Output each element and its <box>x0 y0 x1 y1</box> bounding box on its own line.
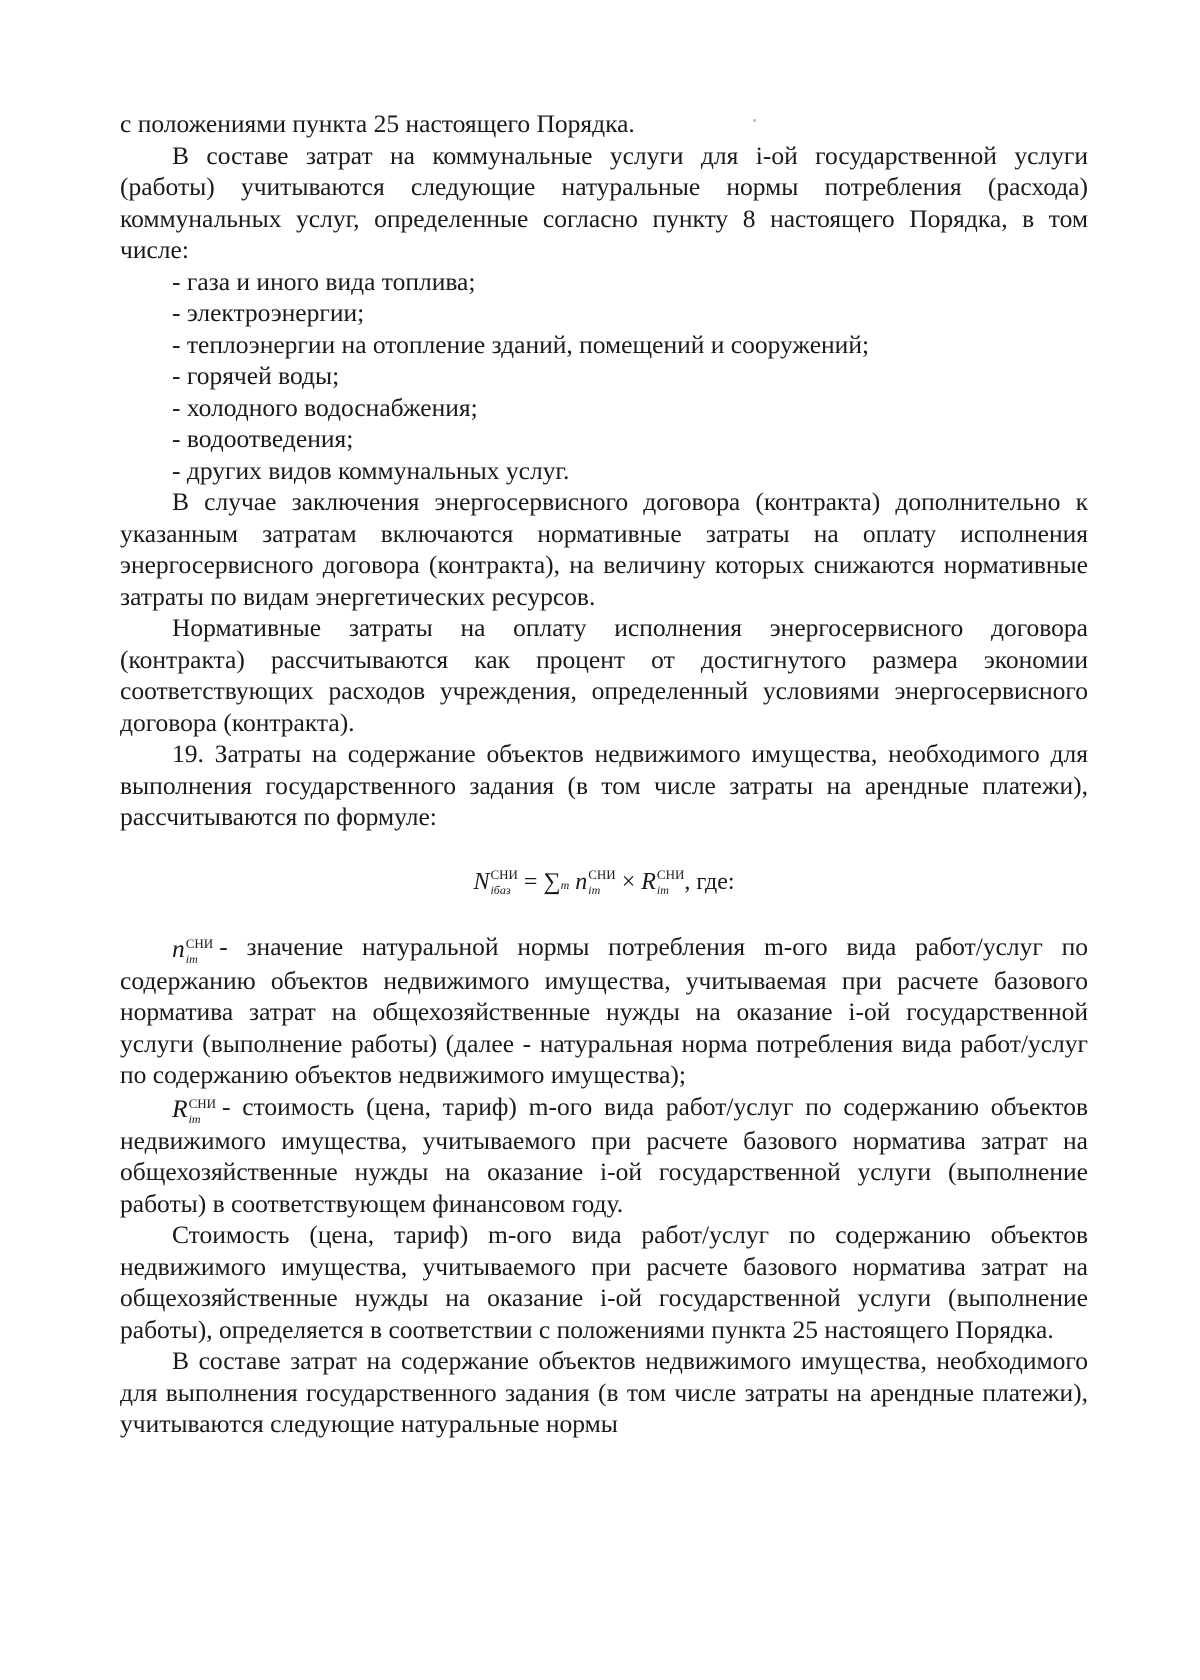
formula-r-symbol: R <box>641 868 656 895</box>
paragraph-utilities-composition: В составе затрат на коммунальные услуги для i-ой государственной услуги (работы) учитываются следующие натуральные нормы потребления (расхода) коммунальных услуг, определенные согласно пункту 8 настоящего Порядка, в том числе: <box>120 140 1088 264</box>
formula-n-sub: im <box>588 883 601 898</box>
list-item: - теплоэнергии на отопление зданий, помещений и сооружений; <box>172 329 870 359</box>
paragraph-energy-service-contract: В случае заключения энергосервисного договора (контракта) дополнительно к указанным затратам включаются нормативные затраты на оплату исполнения энергосервисного договора (контракта), на величину которых снижаются нормативные затраты по видам энергетических ресурсов. <box>120 487 1088 611</box>
formula-times: × <box>621 868 636 895</box>
definition-n-text: - значение натуральной нормы потребления m-ого вида работ/услуг по содержанию объектов недвижимого имущества, учитываемая при расчете базового норматива затрат на общехозяйственные нужды на оказание i-ой государственной услуги (выполнение работы) (далее - натуральная норма потребления вида работ/услуг по содержанию объектов недвижимого имущества); <box>120 932 1088 1090</box>
formula-lhs-symbol: N <box>473 868 490 895</box>
utilities-list <box>120 266 1088 487</box>
formula-real-estate-costs <box>120 867 1088 902</box>
formula-equals: = <box>523 868 538 895</box>
list-item: - водоотведения; <box>172 424 354 453</box>
list-item: - других видов коммунальных услуг. <box>172 455 570 485</box>
list-item: - горячей воды; <box>172 361 340 390</box>
list-item: - электроэнергии; <box>172 298 365 327</box>
scan-speck <box>753 119 756 122</box>
paragraph-continuation: с положениями пункта 25 настоящего Порядка. <box>120 109 635 138</box>
formula-lhs-sub: iбаз <box>490 883 511 898</box>
definition-r-term: R СНИ im <box>172 1094 217 1126</box>
definition-n-term: n СНИ im <box>172 934 214 966</box>
formula-sum-symbol: ∑ <box>543 868 561 895</box>
paragraph-real-estate-composition: В составе затрат на содержание объектов недвижимого имущества, необходимого для выполнения государственного задания (в том числе затраты на арендные платежи), учитываются следующие натуральные нормы <box>120 1346 1088 1439</box>
definition-n <box>120 931 1088 1091</box>
formula-lhs-sup: СНИ <box>490 867 518 883</box>
definition-r <box>120 1091 1088 1219</box>
paragraph-cost-determination: Стоимость (цена, тариф) m-ого вида работ/услуг по содержанию объектов недвижимого имущества, учитываемого при расчете базового норматива затрат на общехозяйственные нужды на оказание i-ой государственной услуги (выполнение работы), определяется в соответствии с положениями пункта 25 настоящего Порядка. <box>120 1220 1088 1344</box>
formula-r-sup: СНИ <box>656 867 685 883</box>
formula-n-symbol: n <box>575 868 588 895</box>
definition-r-text: - стоимость (цена, тариф) m-ого вида работ/услуг по содержанию объектов недвижимого имущества, учитываемого при расчете базового норматива затрат на общехозяйственные нужды на оказание i-ой государственной услуги (выполнение работы) в соответствующем финансовом году. <box>120 1091 1088 1218</box>
formula-n-sup: СНИ <box>588 867 616 883</box>
list-item: - холодного водоснабжения; <box>172 392 478 422</box>
paragraph-item-19: 19. Затраты на содержание объектов недвижимого имущества, необходимого для выполнения государственного задания (в том числе затраты на арендные платежи), рассчитываются по формуле: <box>120 739 1088 831</box>
paragraph-energy-service-costs: Нормативные затраты на оплату исполнения энергосервисного договора (контракта) рассчитываются как процент от достигнутого размера экономии соответствующих расходов учреждения, определенный условиями энергосервисного договора (контракта). <box>120 613 1088 737</box>
formula-tail: , где: <box>684 868 735 895</box>
formula-r-sub: im <box>656 883 669 898</box>
formula-sum-sub: m <box>560 877 570 892</box>
list-item: - газа и иного вида топлива; <box>172 266 476 296</box>
